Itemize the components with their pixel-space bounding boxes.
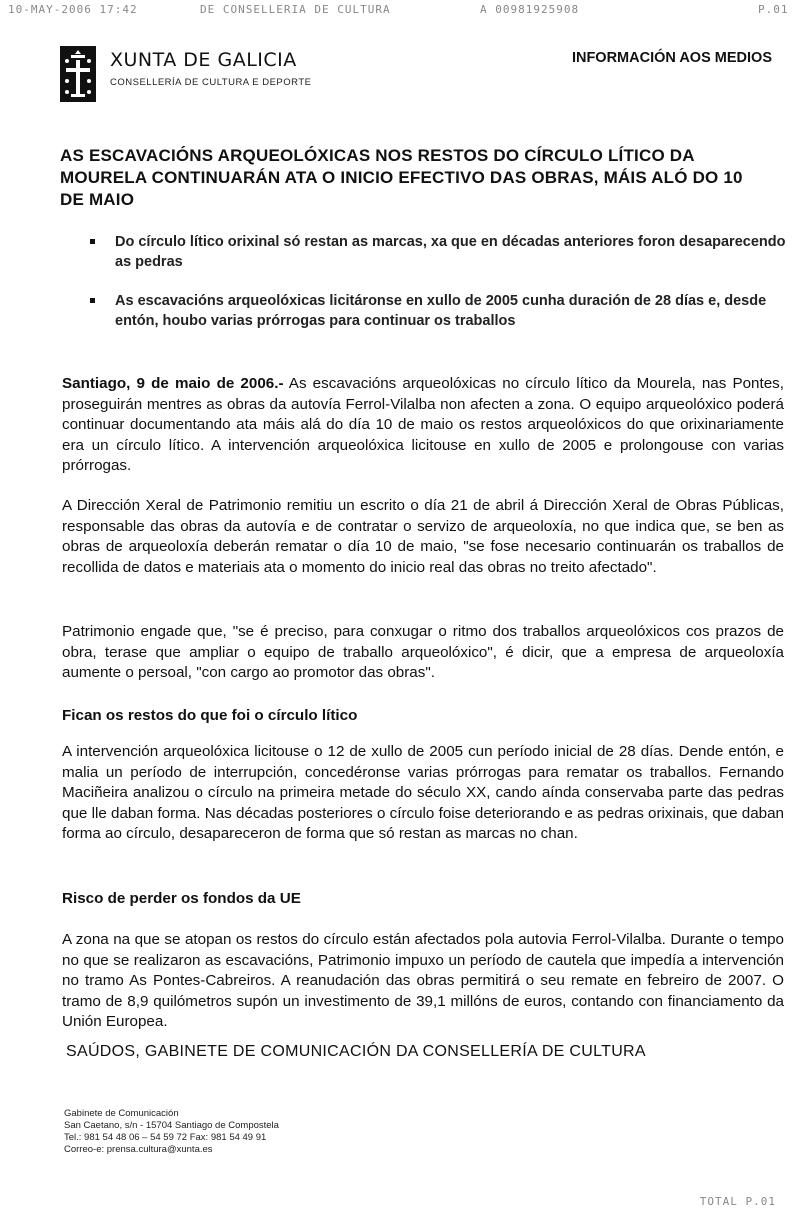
contact-address: San Caetano, s/n - 15704 Santiago de Compostela: [64, 1120, 279, 1131]
paragraph-text: A Dirección Xeral de Patrimonio remitiu un escrito o día 21 de abril á Dirección Xeral de Obras Públicas, responsable das obras da autovía e de contratar o servizo de arqueoloxía, no que indica que, se ben as obras de arqueoloxía deberán rematar o día 10 de maio, "se fose necesario continuarán os traballos de recollida de datos e materiais ata o momento do inicio real das obras no treito afectado".: [62, 497, 784, 576]
fax-sender: DE CONSELLERIA DE CULTURA: [200, 3, 391, 16]
fax-page-number: P.01: [758, 3, 789, 16]
section-heading-text: Fican os restos do que foi o círculo lítico: [62, 707, 358, 724]
section-heading-1: [62, 706, 784, 727]
fax-header: [8, 3, 792, 19]
press-release-label: INFORMACIÓN AOS MEDIOS: [571, 50, 772, 66]
summary-bullet: As escavacións arqueolóxicas licitáronse en xullo de 2005 cunha duración de 28 días e, desde entón, houbo varias prórrogas para continuar os traballos: [90, 291, 790, 331]
contact-email: Correo-e: prensa.cultura@xunta.es: [64, 1144, 213, 1155]
contact-office: Gabinete de Comunicación: [64, 1108, 179, 1119]
department-name: CONSELLERÍA DE CULTURA E DEPORTE: [110, 77, 312, 88]
paragraph-text: As escavacións arqueolóxicas no círculo lítico da Mourela, nas Pontes, proseguirán mentres as obras da autovía Ferrol-Vilalba non afecten a zona. O equipo arqueolóxico poderá continuar documentando ata máis alá do día 10 de maio os restos arqueolóxicos do que orixinariamente era un círculo lítico. A intervención arqueolóxica licitouse en xullo de 2005 e prolongouse con varias prórrogas.: [62, 375, 784, 474]
organization-name: XUNTA DE GALICIA: [110, 49, 297, 71]
paragraph-text: A intervención arqueolóxica licitouse o 12 de xullo de 2005 cun período inicial de 28 días. Dende entón, e malia un período de interrupción, concedéronse varias prórrogas para rematar os traballos. Fernando Maciñeira analizou o círculo na primeira metade do século XX, cando aínda conservaba parte das pedras que lle daban forma. Nas décadas posteriores o círculo foise deteriorando e as pedras orixinais, que daban forma ao círculo, desapareceron de forma que só restan as marcas no chan.: [62, 743, 784, 842]
summary-bullet: Do círculo lítico orixinal só restan as marcas, xa que en décadas anteriores foron desaparecendo as pedras: [90, 232, 790, 272]
body-paragraph-4: [62, 742, 784, 845]
summary-bullets: [90, 232, 790, 331]
body-paragraph-2: [62, 496, 784, 578]
section-heading-text: Risco de perder os fondos da UE: [62, 890, 301, 907]
xunta-crest-icon: [60, 46, 96, 102]
closing-greeting: SAÚDOS, GABINETE DE COMUNICACIÓN DA CONSELLERÍA DE CULTURA: [66, 1043, 646, 1060]
body-paragraph-1: [62, 374, 784, 477]
section-heading-2: [62, 889, 784, 910]
fax-footer: TOTAL P.01: [699, 1195, 776, 1208]
body-paragraph-5: [62, 930, 784, 1033]
organization-logo: [60, 46, 320, 106]
paragraph-text: A zona na que se atopan os restos do círculo están afectados pola autovia Ferrol-Vilalba. Durante o tempo no que se realizaron as escavacións, Patrimonio impuxo un período de cautela que impedía a intervención no tramo As Pontes-Cabreiros. A reanudación das obras permitirá o seu remate en febreiro de 2007. O tramo de 8,9 quilómetros supón un investimento de 39,1 millóns de euros, contando con financiamento da Unión Europea.: [62, 931, 784, 1030]
contact-block: [64, 1108, 464, 1156]
contact-phone-fax: Tel.: 981 54 48 06 – 54 59 72 Fax: 981 54 49 91: [64, 1132, 267, 1143]
fax-recipient: A 00981925908: [480, 3, 580, 16]
headline: AS ESCAVACIÓNS ARQUEOLÓXICAS NOS RESTOS DO CÍRCULO LÍTICO DA MOURELA CONTINUARÁN ATA O INICIO EFECTIVO DAS OBRAS, MÁIS ALÓ DO 10 DE MAIO: [60, 146, 743, 209]
fax-date-time: 10-MAY-2006 17:42: [8, 3, 138, 16]
dateline: Santiago, 9 de maio de 2006.-: [62, 375, 284, 392]
paragraph-text: Patrimonio engade que, "se é preciso, para conxugar o ritmo dos traballos arqueolóxicos cos prazos de obra, terase que ampliar o equipo de traballo arqueolóxico", é dicir, que a empresa de arqueoloxía aumente o persoal, "con cargo ao promotor das obras".: [62, 623, 784, 681]
body-paragraph-3: [62, 622, 784, 684]
